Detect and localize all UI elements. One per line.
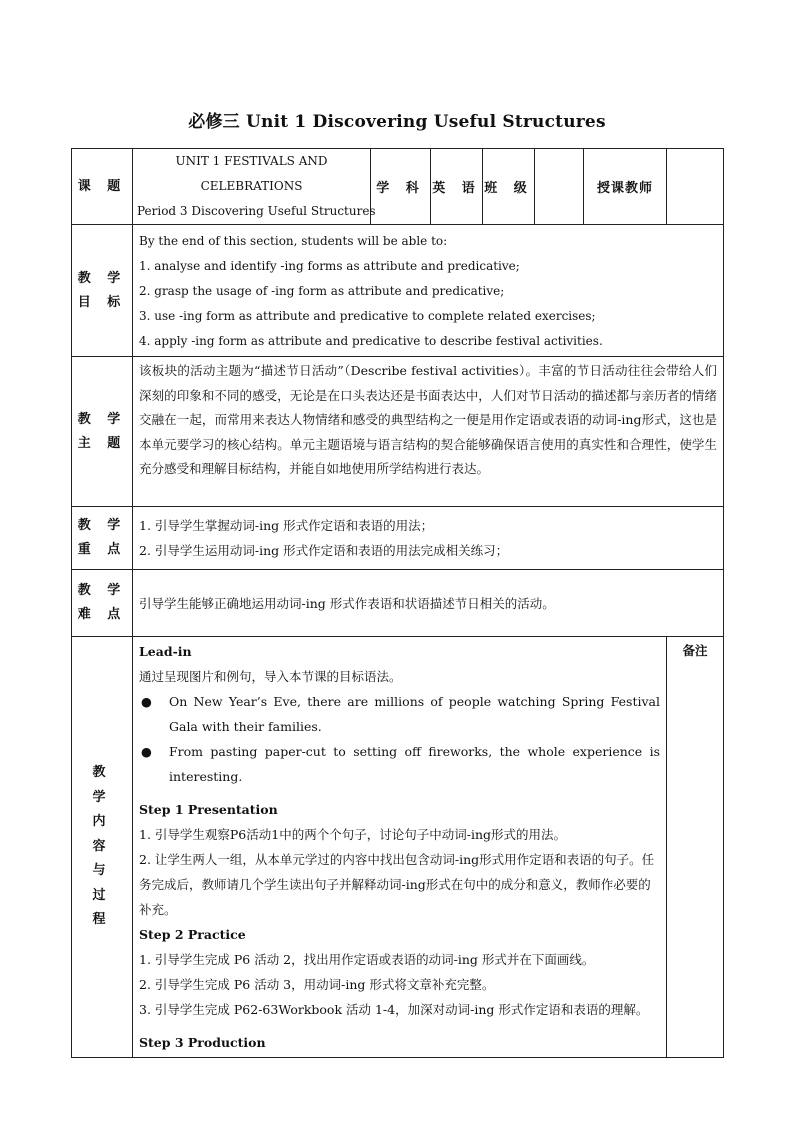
step2-line: 1. 引导学生完成 P6 活动 2，找出用作定语或表语的动词-ing 形式并在下面画线。 [139,952,595,967]
lesson-plan-table [71,148,724,1058]
difficulties-content: 引导学生能够正确地运用动词-ing 形式作表语和状语描述节日相关的活动。 [133,570,724,637]
objectives-content [133,225,724,357]
step2-line: 3. 引导学生完成 P62-63Workbook 活动 1-4，加深对动词-ing 形式作定语和表语的理解。 [139,1002,649,1017]
theme-label-line: 教 学 [77,411,127,427]
objectives-row [72,225,724,357]
process-label-char: 容 [92,838,112,854]
course-label: 课 题 [72,149,133,225]
step1-heading: Step 1 Presentation [139,802,278,817]
process-label-char: 过 [92,887,112,903]
example-bullet [139,689,660,739]
subject-value: 英 语 [431,149,483,225]
difficulties-label-line: 难 点 [77,607,127,622]
step1-line: 2. 让学生两人一组，从本单元学过的内容中找出包含动词-ing形式用作定语和表语的句子。任务完成后，教师请几个学生读出句子并解释动词-ing形式在句中的成分和意义，教师作必要的补充。 [139,852,655,917]
teacher-value[interactable] [667,149,724,225]
theme-row [72,357,724,507]
step2-heading: Step 2 Practice [139,927,246,942]
class-value[interactable] [535,149,584,225]
objectives-label-line: 目 标 [77,294,127,310]
bullet-icon: ● [141,694,152,709]
process-content [133,637,667,1058]
process-label-char: 学 [92,789,112,805]
objective-line: By the end of this section, students will be able to: [139,234,448,248]
theme-label [72,357,133,507]
bullet-icon: ● [141,744,152,759]
process-label-char: 与 [92,863,112,879]
process-label-char: 内 [92,814,112,830]
objectives-label [72,225,133,357]
objective-line: 1. analyse and identify -ing forms as attribute and predicative; [139,259,520,273]
teacher-label: 授课教师 [584,149,667,225]
step2-line: 2. 引导学生完成 P6 活动 3，用动词-ing 形式将文章补充完整。 [139,977,495,992]
example-bullet [139,739,660,789]
remark-column: 备注 [667,637,724,1058]
course-line: CELEBRATIONS [200,179,303,193]
key-point-line: 2. 引导学生运用动词-ing 形式作定语和表语的用法完成相关练习； [139,543,509,558]
leadin-intro: 通过呈现图片和例句，导入本节课的目标语法。 [139,669,402,684]
step1-line: 1. 引导学生观察P6活动1中的两个个句子，讨论句子中动词-ing形式的用法。 [139,827,566,842]
subject-label: 学 科 [371,149,431,225]
class-label: 班 级 [483,149,535,225]
key-points-row [72,507,724,570]
objective-line: 2. grasp the usage of -ing form as attribute and predicative; [139,284,505,298]
key-points-label-line: 重 点 [77,542,127,557]
process-label-char: 程 [92,912,112,928]
theme-label-line: 主 题 [77,435,127,451]
course-line: UNIT 1 FESTIVALS AND [175,154,328,168]
example-sentence: On New Year’s Eve, there are millions of people watching Spring Festival Gala with their families. [169,694,660,734]
key-points-label [72,507,133,570]
objective-line: 3. use -ing form as attribute and predicative to complete related exercises; [139,309,596,323]
header-row [72,149,724,225]
step3-heading: Step 3 Production [139,1035,266,1050]
process-row [72,637,724,1058]
objectives-label-line: 教 学 [77,270,127,286]
leadin-heading: Lead-in [139,644,192,659]
process-label-char: 教 [92,764,112,780]
objective-line: 4. apply -ing form as attribute and predicative to describe festival activities. [139,334,603,348]
theme-content: 该板块的活动主题为“描述节日活动”（Describe festival activities）。丰富的节日活动往往会带给人们深刻的印象和不同的感受，无论是在口头表达还是书面表达中，人们对节日活动的描述都与亲历者的情绪交融在一起，而常用来表达人物情绪和感受的典型结构之一便是用作定语或表语的动词-ing形式，这也是本单元要学习的核心结构。单元主题语境与语言结构的契合能够确保语言使用的真实性和合理性，使学生充分感受和理解目标结构，并能自如地使用所学结构进行表达。 [133,357,724,507]
course-title [133,149,376,225]
course-line: Period 3 Discovering Useful Structures [137,204,376,218]
difficulties-row [72,570,724,637]
key-point-line: 1. 引导学生掌握动词-ing 形式作定语和表语的用法； [139,518,434,533]
page-title: 必修三 Unit 1 Discovering Useful Structures [188,112,606,132]
key-points-label-line: 教 学 [77,518,127,533]
process-label [72,637,133,1058]
example-sentence: From pasting paper-cut to setting off fireworks, the whole experience is interesting. [169,744,660,784]
difficulties-label-line: 教 学 [77,583,127,598]
difficulties-label [72,570,133,637]
key-points-content [133,507,724,570]
